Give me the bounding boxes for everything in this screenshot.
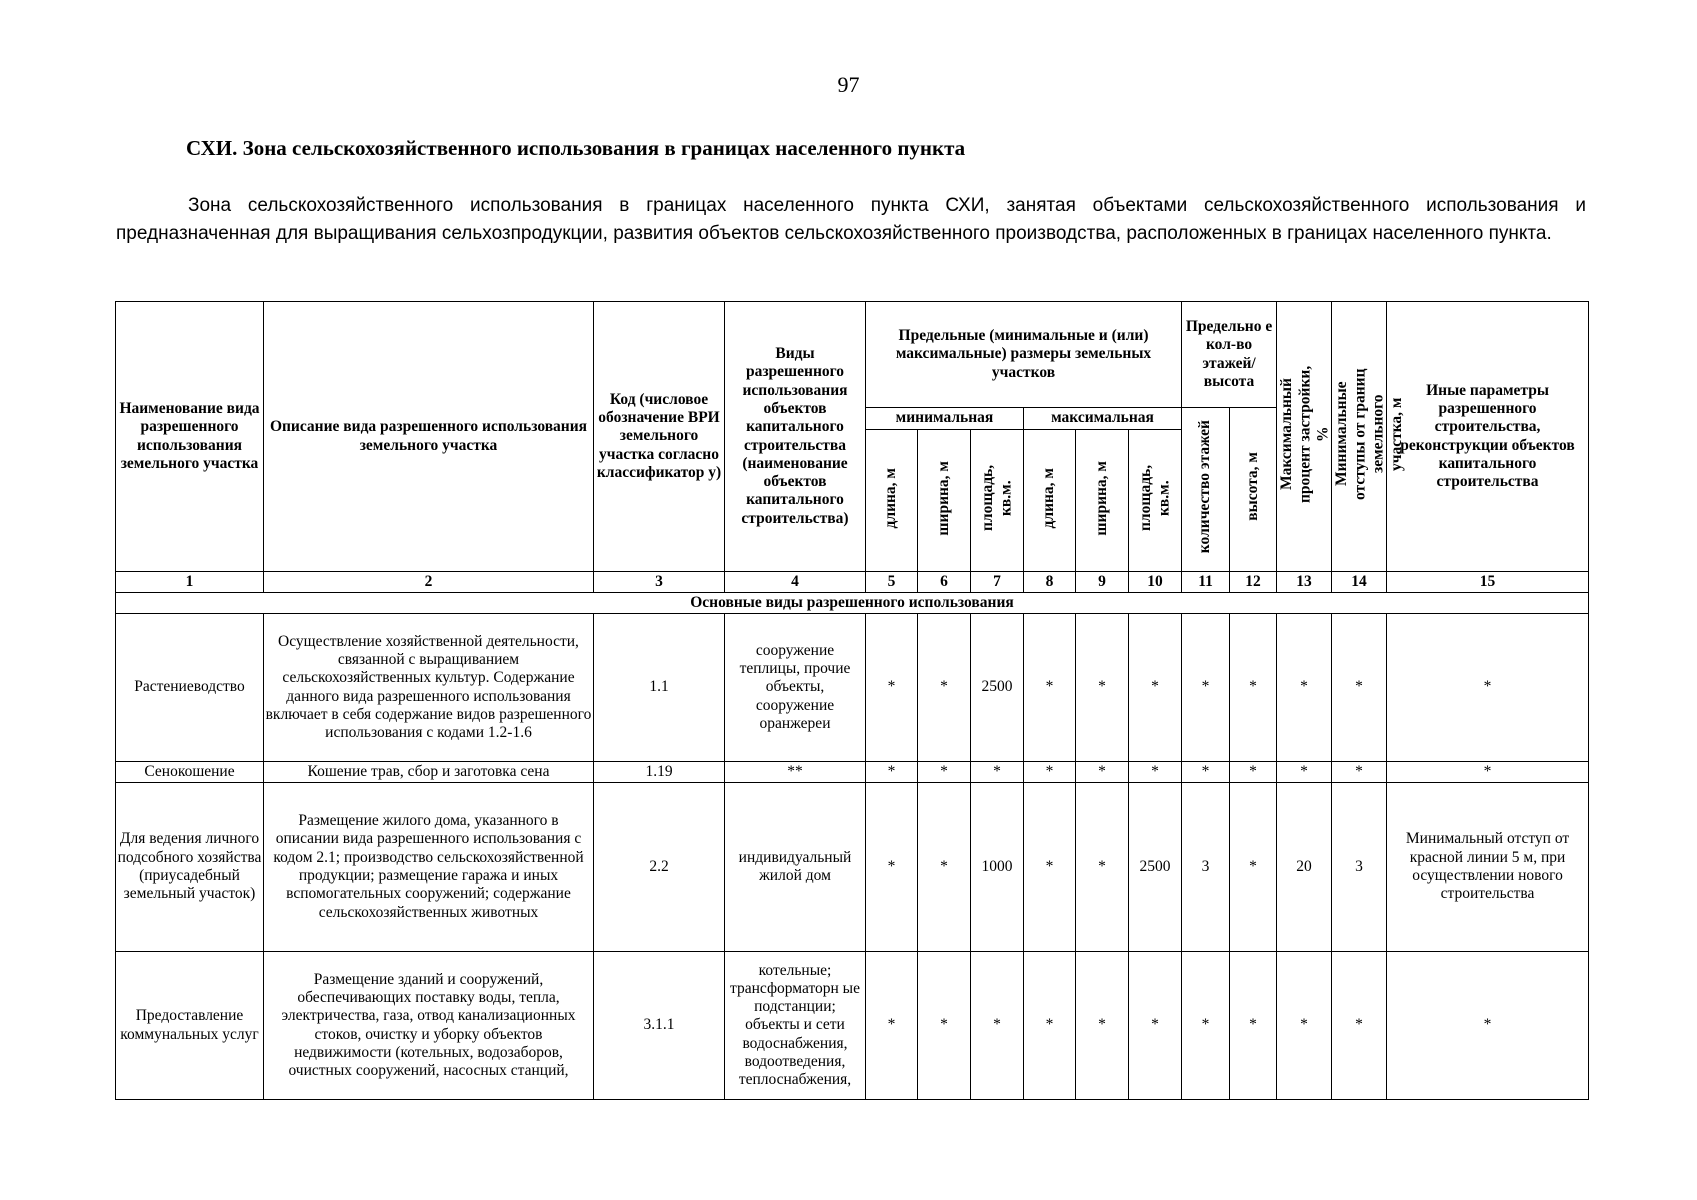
row-min-width: * [918,952,971,1100]
row-min-length: * [866,762,918,783]
header-min: минимальная [866,408,1024,430]
row-max-percent: * [1277,614,1332,762]
row-min-setback: * [1332,952,1387,1100]
row-code: 1.1 [594,614,725,762]
table-row [116,783,1589,952]
row-name: Сенокошение [116,762,264,783]
row-objects: сооружение теплицы, прочие объекты, сооружение оранжереи [725,614,866,762]
row-max-length: * [1024,783,1076,952]
column-number: 5 [866,572,918,593]
row-height: * [1230,614,1277,762]
header-name: Наименование вида разрешенного использования земельного участка [116,302,264,572]
intro-paragraph: Зона сельскохозяйственного использования в границах населенного пункта СХИ, занятая объектами сельскохозяйственного использования и предназначенная для выращивания сельхозпродукции, развития объектов сельскохозяйственного производства, расположенных в границах населенного пункта. [116,195,1586,244]
row-other: * [1387,762,1589,783]
row-max-area: * [1129,614,1182,762]
row-max-length: * [1024,952,1076,1100]
row-objects: котельные; трансформаторн ые подстанции; объекты и сети водоснабжения, водоотведения, теплоснабжения, [725,952,866,1100]
row-objects: индивидуальный жилой дом [725,783,866,952]
column-number: 4 [725,572,866,593]
zoning-table [115,301,1589,1100]
row-code: 3.1.1 [594,952,725,1100]
header-max-width: ширина, м [1076,430,1129,572]
row-code: 1.19 [594,762,725,783]
header-floors: количество этажей [1182,408,1230,572]
column-number: 8 [1024,572,1076,593]
row-other: * [1387,952,1589,1100]
row-min-width: * [918,762,971,783]
row-max-percent: 20 [1277,783,1332,952]
row-min-area: * [971,762,1024,783]
header-min-length: длина, м [866,430,918,572]
header-max-percent: Максимальный процент застройки, % [1277,302,1332,572]
header-objects: Виды разрешенного использования объектов капитального строительства (наименование объектов капитального строительства) [725,302,866,572]
row-max-width: * [1076,614,1129,762]
column-number: 9 [1076,572,1129,593]
header-max-area: площадь, кв.м. [1129,430,1182,572]
column-number: 3 [594,572,725,593]
row-min-setback: 3 [1332,783,1387,952]
column-number: 10 [1129,572,1182,593]
column-number: 13 [1277,572,1332,593]
column-number: 1 [116,572,264,593]
header-max-length: длина, м [1024,430,1076,572]
row-name: Предоставление коммунальных услуг [116,952,264,1100]
section-title: Основные виды разрешенного использования [116,593,1589,614]
row-min-width: * [918,783,971,952]
column-number: 6 [918,572,971,593]
column-number: 15 [1387,572,1589,593]
row-floors: * [1182,952,1230,1100]
row-height: * [1230,783,1277,952]
header-min-area: площадь, кв.м. [971,430,1024,572]
row-height: * [1230,952,1277,1100]
row-min-setback: * [1332,762,1387,783]
row-min-area: 1000 [971,783,1024,952]
row-other: Минимальный отступ от красной линии 5 м, при осуществлении нового строительства [1387,783,1589,952]
row-name: Для ведения личного подсобного хозяйства (приусадебный земельный участок) [116,783,264,952]
zone-title: СХИ. Зона сельскохозяйственного использования в границах населенного пункта [186,136,966,160]
header-min-setback: Минимальные отступы от границ земельного участка, м [1332,302,1387,572]
row-description: Размещение зданий и сооружений, обеспечивающих поставку воды, тепла, электричества, газа, отвод канализационных стоков, очистку и уборку объектов недвижимости (котельных, водозаборов, очистных сооружений, насосных станций, [264,952,594,1100]
row-min-length: * [866,783,918,952]
row-min-area: 2500 [971,614,1024,762]
row-min-setback: * [1332,614,1387,762]
header-max: максимальная [1024,408,1182,430]
row-max-area: * [1129,952,1182,1100]
column-number: 12 [1230,572,1277,593]
row-name: Растениеводство [116,614,264,762]
row-min-width: * [918,614,971,762]
page-number: 97 [837,72,860,97]
table-row [116,762,1589,783]
row-max-area: * [1129,762,1182,783]
row-floors: 3 [1182,783,1230,952]
row-description: Осуществление хозяйственной деятельности, связанной с выращиванием сельскохозяйственных культур. Содержание данного вида разрешенного использования включает в себя содержание видов разрешенного использования с кодами 1.2-1.6 [264,614,594,762]
row-max-percent: * [1277,952,1332,1100]
table-row [116,614,1589,762]
row-floors: * [1182,762,1230,783]
header-code: Код (числовое обозначение ВРИ земельного участка согласно классификатор у) [594,302,725,572]
table-row [116,952,1589,1100]
header-limits: Предельные (минимальные и (или) максимальные) размеры земельных участков [866,302,1182,408]
row-min-length: * [866,952,918,1100]
row-min-length: * [866,614,918,762]
row-objects: ** [725,762,866,783]
header-floors-group: Предельно е кол-во этажей/ высота [1182,302,1277,408]
row-description: Кошение трав, сбор и заготовка сена [264,762,594,783]
column-number: 7 [971,572,1024,593]
header-min-width: ширина, м [918,430,971,572]
row-max-area: 2500 [1129,783,1182,952]
header-description: Описание вида разрешенного использования земельного участка [264,302,594,572]
column-number: 2 [264,572,594,593]
column-number: 11 [1182,572,1230,593]
row-min-area: * [971,952,1024,1100]
row-max-length: * [1024,762,1076,783]
row-max-length: * [1024,614,1076,762]
row-max-width: * [1076,762,1129,783]
header-other: Иные параметры разрешенного строительства, реконструкции объектов капитального строительства [1387,302,1589,572]
row-other: * [1387,614,1589,762]
row-floors: * [1182,614,1230,762]
column-number: 14 [1332,572,1387,593]
header-height: высота, м [1230,408,1277,572]
row-max-width: * [1076,952,1129,1100]
row-description: Размещение жилого дома, указанного в описании вида разрешенного использования с кодом 2.1; производство сельскохозяйственной продукции; размещение гаража и иных вспомогательных сооружений; содержание сельскохозяйственных животных [264,783,594,952]
row-max-width: * [1076,783,1129,952]
row-height: * [1230,762,1277,783]
row-max-percent: * [1277,762,1332,783]
row-code: 2.2 [594,783,725,952]
